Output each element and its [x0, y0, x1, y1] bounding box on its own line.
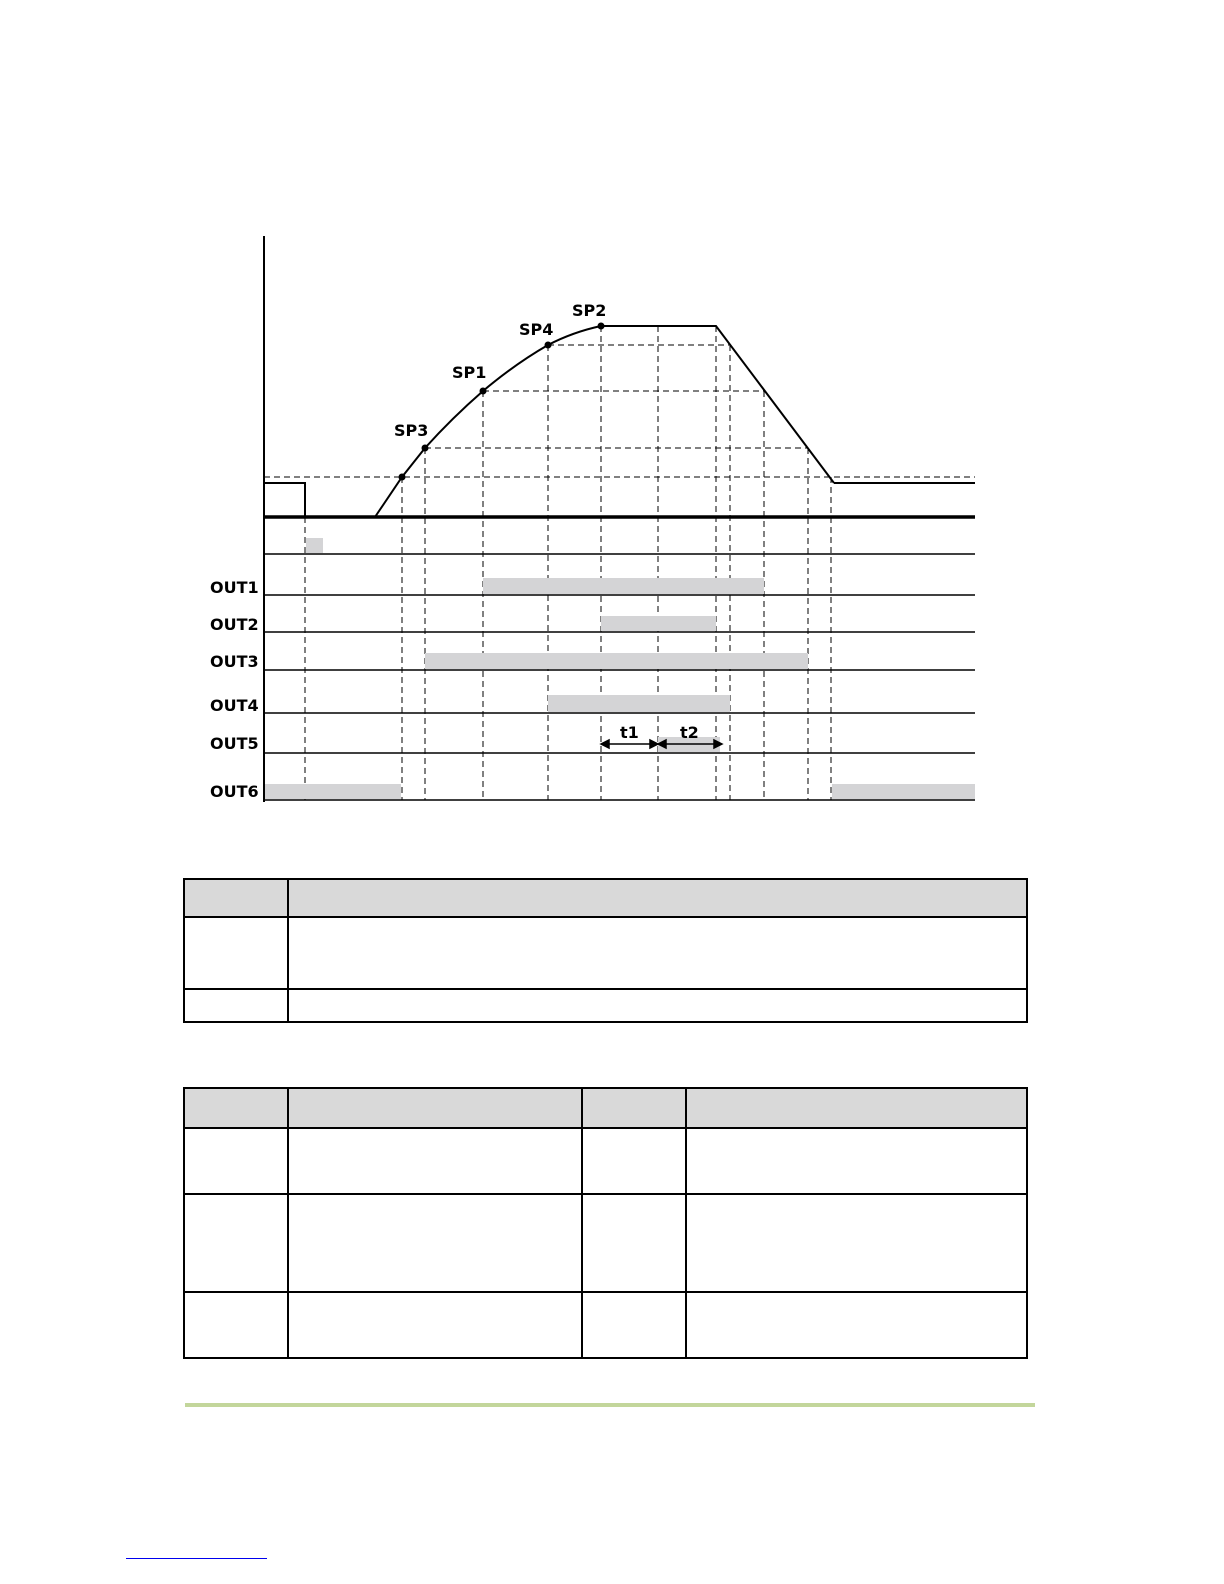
footer-rule	[185, 1403, 1035, 1407]
table-cell	[288, 1088, 582, 1128]
table-cell	[686, 1088, 1027, 1128]
out4-label: OUT4	[210, 696, 259, 715]
table-cell	[686, 1292, 1027, 1358]
sp2-dot	[598, 323, 605, 330]
table-row	[184, 1128, 1027, 1194]
table-row	[184, 917, 1027, 989]
output-bars	[265, 538, 975, 799]
table-cell	[184, 917, 288, 989]
table-cell	[184, 1128, 288, 1194]
t2-label: t2	[680, 723, 699, 742]
table-cell	[184, 879, 288, 917]
t1-label: t1	[620, 723, 639, 742]
input-pulse	[264, 483, 305, 517]
table-cell	[288, 879, 1027, 917]
out3-label: OUT3	[210, 652, 259, 671]
table-2	[183, 1087, 1028, 1359]
level-reference-lines	[264, 345, 975, 477]
table-cell	[686, 1128, 1027, 1194]
table-1	[183, 878, 1028, 1023]
setpoint-dots	[399, 323, 605, 481]
table-cell	[288, 1194, 582, 1292]
table-row	[184, 989, 1027, 1022]
out6-label: OUT6	[210, 782, 259, 801]
table-row	[184, 1292, 1027, 1358]
table-1-header-row	[184, 879, 1027, 917]
table-cell	[184, 1088, 288, 1128]
sp3-dot	[422, 445, 429, 452]
out1-label: OUT1	[210, 578, 259, 597]
sp4-label: SP4	[519, 320, 554, 339]
process-curve	[375, 326, 834, 517]
table-cell	[184, 1292, 288, 1358]
out2-bar	[601, 616, 716, 631]
table-cell	[582, 1292, 686, 1358]
sp3-label: SP3	[394, 421, 429, 440]
out3-bar	[425, 653, 808, 669]
pulse-bar	[306, 538, 323, 553]
table-cell	[686, 1194, 1027, 1292]
out4-bar	[548, 695, 730, 712]
table-2-header-row	[184, 1088, 1027, 1128]
table-cell	[288, 1128, 582, 1194]
out2-label: OUT2	[210, 615, 259, 634]
sp4-dot	[545, 342, 552, 349]
sp1-dot	[480, 388, 487, 395]
sp2-label: SP2	[572, 301, 607, 320]
time-markers	[305, 326, 831, 800]
table-cell	[184, 1194, 288, 1292]
table-cell	[582, 1088, 686, 1128]
table-cell	[582, 1128, 686, 1194]
table-row	[184, 1194, 1027, 1292]
table-cell	[184, 989, 288, 1022]
out1-bar	[483, 578, 764, 594]
table-cell	[288, 989, 1027, 1022]
out6-bar-start	[265, 784, 401, 799]
table-cell	[582, 1194, 686, 1292]
out6-bar-end	[832, 784, 975, 799]
table-cell	[288, 917, 1027, 989]
curve-dot	[399, 474, 406, 481]
out5-label: OUT5	[210, 734, 259, 753]
table-cell	[288, 1292, 582, 1358]
footer-link-underline[interactable]	[126, 1558, 267, 1559]
sp1-label: SP1	[452, 363, 487, 382]
